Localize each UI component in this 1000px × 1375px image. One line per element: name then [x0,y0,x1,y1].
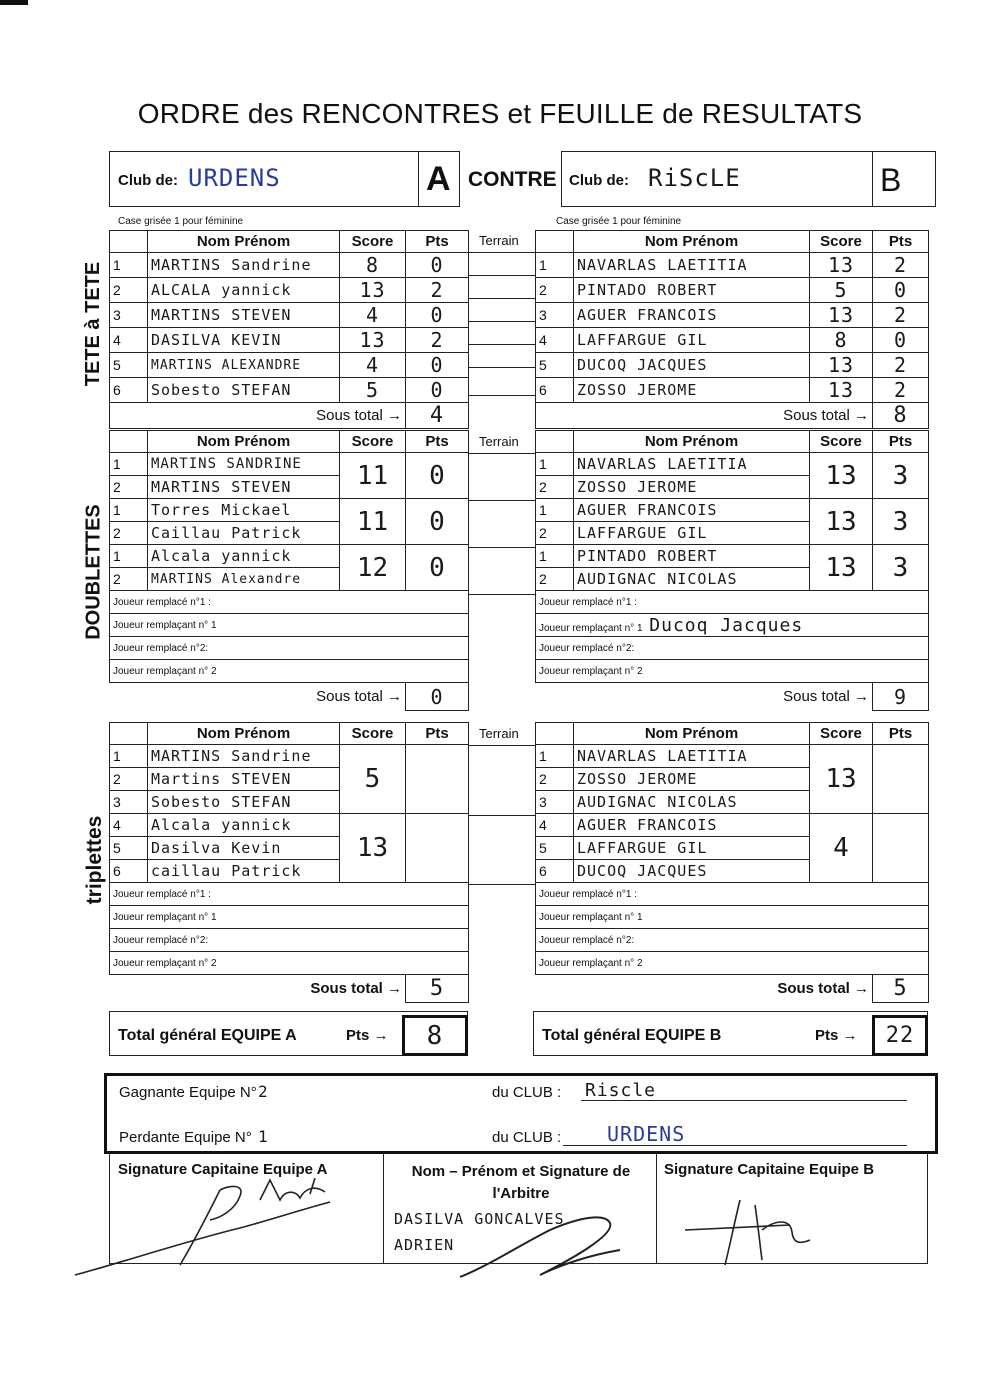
table-row: 5 DUCOQ JACQUES 13 2 [536,353,929,378]
cap-b-label: Signature Capitaine Equipe B [664,1161,875,1178]
club-b-label: Club de: [569,172,629,189]
player-name: Sobesto STEFAN [148,378,340,403]
table-row: 2 MARTINS Alexandre [110,568,469,591]
total-b-label: Total général EQUIPE B [542,1027,722,1044]
table-row: 6 DUCOQ JACQUES [536,860,929,883]
table-row: 4 Alcala yannick 13 [110,814,469,837]
section-triplettes-label: triplettes [83,815,106,905]
team-a-letter: A [426,160,451,198]
table-row: 2 LAFFARGUE GIL [536,522,929,545]
table-row: 4 DASILVA KEVIN 13 2 [110,328,469,353]
table-row: 2 Caillau Patrick [110,522,469,545]
total-a-value: 8 [426,1021,444,1051]
table-row: 1 MARTINS Sandrine 5 [110,745,469,768]
section-tete-label: TETE à TETE [82,261,104,387]
arbitre-name-2: ADRIEN [394,1236,455,1254]
table-row: 2 MARTINS STEVEN [110,476,469,499]
tete-table-a [109,230,469,429]
table-row: 4 AGUER FRANCOIS 4 [536,814,929,837]
team-b-letter: B [880,162,902,198]
table-row: 5 LAFFARGUE GIL [536,837,929,860]
contre-label: CONTRE [468,168,557,191]
total-a-label: Total général EQUIPE A [118,1027,297,1044]
trip-table-b: Nom Prénom Score Pts 1 NAVARLAS LAETITIA 13 2 ZOSSO JEROME 3 AUDIGNAC NICOLAS 4 AGUER FRANCOIS 4 5 LAFFARGUE GIL 6 DUCOQ JACQUES Joueur remplacé n°1 : Joueur remplaçant n° 1 Joueur remplacé n°2: Joueur remplaçant n° 2 Sous total → 5 [535,722,929,1003]
table-row: 3 AGUER FRANCOIS 13 2 [536,303,929,328]
player-name: DUCOQ JACQUES [574,353,810,378]
table-row: 2 ALCALA yannick 13 2 [110,278,469,303]
table-row: 3 Sobesto STEFAN [110,791,469,814]
table-row: 1 NAVARLAS LAETITIA 13 2 [536,253,929,278]
arbitre-signature [450,1205,650,1285]
gagnante-number: 2 [258,1082,269,1101]
col-name-header: Nom Prénom [148,231,340,253]
table-row: 2 Martins STEVEN [110,768,469,791]
grey-note-b: Case grisée 1 pour féminine [556,216,682,227]
player-name: AGUER FRANCOIS [574,303,810,328]
player-name: MARTINS STEVEN [148,303,340,328]
table-row: 6 Sobesto STEFAN 5 0 [110,378,469,403]
table-row: 6 caillau Patrick [110,860,469,883]
page-title: ORDRE des RENCONTRES et FEUILLE de RESULTATS [137,98,863,129]
table-row: 2 PINTADO ROBERT 5 0 [536,278,929,303]
doub-b-replacement: Ducoq Jacques [649,614,804,636]
gagnante-club: Riscle [585,1080,657,1101]
doub-table-b: Nom Prénom Score Pts 1 NAVARLAS LAETITIA 13 3 2 ZOSSO JEROME 1 AGUER FRANCOIS 13 3 2 LAFFARGUE GIL 1 PINTADO ROBERT 13 3 2 AUDIGNAC NICOLAS Joueur remplacé n°1 : Joueur remplaçant n° 1 Ducoq Jacques Joueur remplacé n°2: Joueur remplaçant n° 2 Sous total → 9 [535,430,929,711]
club-b-box [561,151,936,207]
table-row: 1 NAVARLAS LAETITIA 13 [536,745,929,768]
table-row: 1 Torres Mickael 11 0 [110,499,469,522]
table-row: 3 MARTINS STEVEN 4 0 [110,303,469,328]
player-name: NAVARLAS LAETITIA [574,253,810,278]
section-doublettes-label: DOUBLETTES [82,504,105,640]
perdante-number: 1 [258,1127,269,1146]
terrain-header: Terrain [479,233,519,248]
trip-sous-total-b: 5 [873,975,929,1003]
table-row: 3 AUDIGNAC NICOLAS [536,791,929,814]
table-row: 2 ZOSSO JEROME [536,476,929,499]
sous-total-a: 4 [406,403,469,429]
club-a-label: Club de: [118,172,178,189]
doub-table-a: Nom Prénom Score Pts 1 MARTINS SANDRINE 11 0 2 MARTINS STEVEN 1 Torres Mickael 11 0 2 Caillau Patrick 1 Alcala yannick 12 0 2 MARTINS Alexandre Joueur remplacé n°1 : Joueur remplaçant n° 1 Joueur remplacé n°2: Joueur remplaçant n° 2 Sous total → 0 [109,430,469,711]
sous-total-b: 8 [873,403,929,429]
table-row: 1 MARTINS Sandrine 8 0 [110,253,469,278]
arbitre-label: Nom – Prénom et Signature de l'Arbitre [411,1163,631,1202]
club-a-box [109,151,460,207]
cap-b-signature [680,1190,840,1270]
table-row: 1 NAVARLAS LAETITIA 13 3 [536,453,929,476]
table-row: 2 AUDIGNAC NICOLAS [536,568,929,591]
table-row: 1 PINTADO ROBERT 13 3 [536,545,929,568]
total-b-box: Total général EQUIPE B Pts → 22 [533,1011,928,1056]
player-name: PINTADO ROBERT [574,278,810,303]
table-row: 5 Dasilva Kevin [110,837,469,860]
doub-sous-total-a: 0 [406,683,469,711]
trip-sous-total-a: 5 [406,975,469,1003]
table-row: 2 ZOSSO JEROME [536,768,929,791]
col-pts-header: Pts [406,231,469,253]
cap-a-signature [70,1170,370,1285]
club-a-name: URDENS [188,164,281,192]
table-row: 1 Alcala yannick 12 0 [110,545,469,568]
table-row: 1 AGUER FRANCOIS 13 3 [536,499,929,522]
player-name: LAFFARGUE GIL [574,328,810,353]
table-row: 1 MARTINS SANDRINE 11 0 [110,453,469,476]
player-name: MARTINS ALEXANDRE [148,353,340,378]
doub-sous-total-b: 9 [873,683,929,711]
grey-note-a: Case grisée 1 pour féminine [118,216,244,227]
total-b-value: 22 [885,1023,915,1048]
table-row: 6 ZOSSO JEROME 13 2 [536,378,929,403]
perdante-club: URDENS [607,1122,686,1146]
player-name: ZOSSO JEROME [574,378,810,403]
player-name: ALCALA yannick [148,278,340,303]
player-name: DASILVA KEVIN [148,328,340,353]
col-score-header: Score [340,231,406,253]
table-row: 5 MARTINS ALEXANDRE 4 0 [110,353,469,378]
scan-corner-mark [0,0,28,5]
table-row: 4 LAFFARGUE GIL 8 0 [536,328,929,353]
result-box: Gagnante Equipe N° 2 du CLUB : Riscle Perdante Equipe N° 1 du CLUB : URDENS [104,1073,938,1154]
total-a-box: Total général EQUIPE A Pts → 8 [109,1011,468,1056]
club-b-name: RiScLE [648,164,741,192]
tete-table-b: Nom Prénom Score Pts 1 NAVARLAS LAETITIA 13 2 2 PINTADO ROBERT 5 0 3 AGUER FRANCOIS 13 2 4 LAFFARGUE GIL 8 0 5 DUCOQ JACQUES 13 2 6 ZOSSO JEROME 13 2 Sous total → 8 [535,230,929,429]
sous-total-label: Sous total → [110,403,406,429]
player-name: MARTINS Sandrine [148,253,340,278]
cap-a-label: Signature Capitaine Equipe A [118,1161,328,1178]
arbitre-name-1: DASILVA GONCALVES [394,1210,565,1228]
trip-table-a: Nom Prénom Score Pts 1 MARTINS Sandrine 5 2 Martins STEVEN 3 Sobesto STEFAN 4 Alcala yannick 13 5 Dasilva Kevin 6 caillau Patrick Joueur remplacé n°1 : Joueur remplaçant n° 1 Joueur remplacé n°2: Joueur remplaçant n° 2 Sous total → 5 [109,722,469,1003]
